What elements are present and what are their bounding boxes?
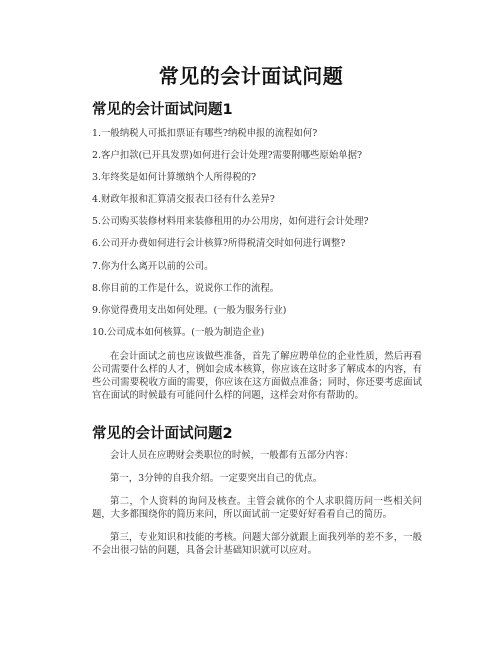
question-item: 10.公司成本如何核算。(一般为制造企业) [92, 326, 265, 338]
question-item: 6.公司开办费如何进行会计核算?所得税清交时如何进行调整? [92, 238, 346, 250]
section-1-heading: 常见的会计面试问题1 [92, 102, 233, 118]
section-2-paragraph: 第二，个人资料的询问及核查。主管会就你的个人求职简历问一些相关问题，大多都围绕你的简历来问，所以面试前一定要好好看看自己的简历。 [92, 496, 422, 520]
question-list [92, 127, 422, 348]
section-2-paragraph: 第三，专业知识和技能的考核。问题大部分就跟上面我列举的差不多，一般不会出很刁钻的问题，具备会计基础知识就可以应对。 [92, 532, 422, 556]
question-item: 1.一般纳税人可抵扣票证有哪些?纳税申报的流程如何? [92, 128, 318, 139]
document-title: 常见的会计面试问题 [158, 64, 344, 88]
question-item: 3.年终奖是如何计算缴纳个人所得税的? [92, 172, 256, 184]
section-1-paragraph: 在会计面试之前也应该做些准备，首先了解应聘单位的企业性质，然后再看公司需要什么样的人才，例如会成本核算，你应该在这时多了解成本的内容，有些公司需要税收方面的需要，你应该在这方面做点准备；同时，你还要考虑面试官在面试的时候最有可能问什么样的问题，这样会对你有帮助的。 [92, 351, 422, 401]
section-2-paragraph: 第一，3分钟的自我介绍。一定要突出自己的优点。 [110, 473, 323, 484]
question-item: 9.你觉得费用支出如何处理。(一般为服务行业) [92, 304, 287, 316]
section-2-paragraph: 会计人员在应聘财会类职位的时候，一般都有五部分内容： [110, 450, 354, 461]
section-2-heading: 常见的会计面试问题2 [92, 426, 233, 442]
question-item: 2.客户扣款(已开具发票)如何进行会计处理?需要附哪些原始单据? [92, 150, 363, 162]
question-item: 4.财政年报和汇算清交报表口径有什么差异? [92, 194, 275, 206]
question-item: 5.公司购买装修材料用来装修租用的办公用房，如何进行会计处理? [92, 216, 369, 228]
question-item: 8.你目前的工作是什么，说说你工作的流程。 [92, 282, 280, 294]
question-item: 7.你为什么离开以前的公司。 [92, 260, 214, 272]
